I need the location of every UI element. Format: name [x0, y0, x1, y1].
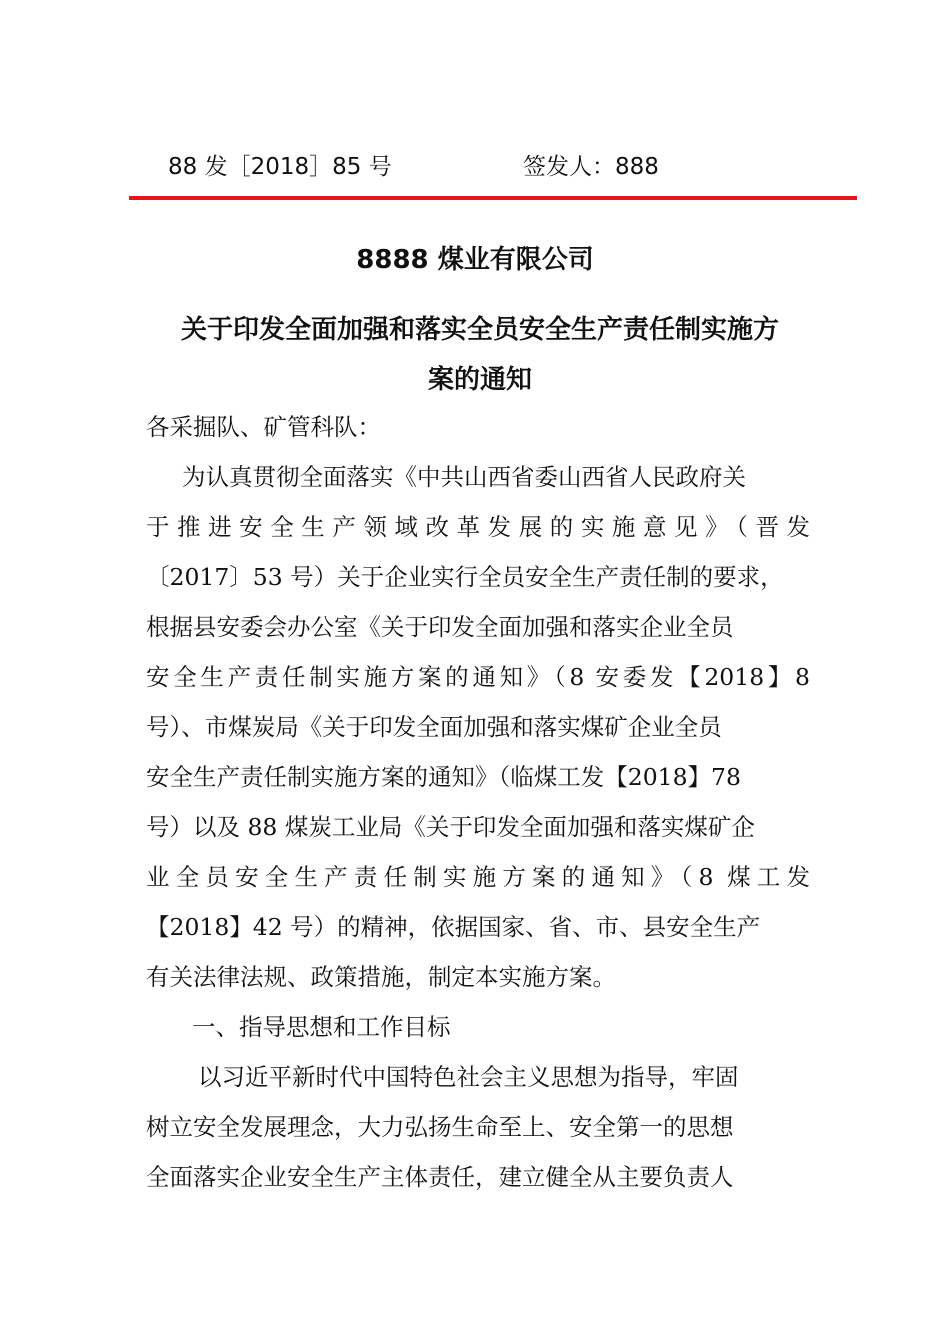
paragraph-line: 业全员安全生产责任制实施方案的通知》（8 煤工发 [146, 863, 810, 891]
paragraph-line: 号）、市煤炭局《关于印发全面加强和落实煤矿企业全员 [146, 713, 722, 741]
document-number: 88 发［2018］85 号 [168, 154, 392, 180]
paragraph-line: 以习近平新时代中国特色社会主义思想为指导，牢固 [198, 1063, 739, 1091]
paragraph-line: 根据县安委会办公室《关于印发全面加强和落实企业全员 [146, 613, 734, 641]
paragraph-line: 于推进安全生产领域改革发展的实施意见》（晋发 [146, 513, 810, 541]
paragraph-line: 【2018】42 号）的精神，依据国家、省、市、县安全生产 [146, 913, 761, 941]
paragraph-line: 安全生产责任制实施方案的通知》（8 安委发【2018】8 [146, 663, 810, 691]
recipients-line: 各采掘队、矿管科队： [146, 413, 381, 441]
document-header [168, 150, 688, 184]
paragraph-line: 为认真贯彻全面落实《中共山西省委山西省人民政府关 [182, 463, 746, 491]
company-name: 8888 煤业有限公司 [356, 245, 594, 275]
paragraph-line: 全面落实企业安全生产主体责任，建立健全从主要负责人 [146, 1163, 734, 1191]
paragraph-line: 树立安全发展理念，大力弘扬生命至上、安全第一的思想 [146, 1113, 734, 1141]
signer: 签发人：888 [523, 154, 659, 180]
paragraph-2 [146, 1052, 810, 1202]
paragraph-1 [146, 452, 810, 1002]
document-title [140, 305, 820, 405]
paragraph-line: 安全生产责任制实施方案的通知》（临煤工发【2018】78 [146, 763, 741, 791]
recipients [146, 402, 810, 452]
red-divider-rule [129, 196, 857, 200]
paragraph-line: 有关法律法规、政策措施，制定本实施方案。 [146, 963, 616, 991]
section-heading-line: 一、指导思想和工作目标 [192, 1013, 451, 1041]
section-1-heading [146, 1002, 810, 1052]
paragraph-line: 〔2017〕53 号）关于企业实行全员安全生产责任制的要求， [146, 563, 784, 591]
title-line-1: 关于印发全面加强和落实全员安全生产责任制实施方 [180, 315, 779, 345]
title-line-2: 案的通知 [427, 365, 532, 395]
paragraph-line: 号）以及 88 煤炭工业局《关于印发全面加强和落实煤矿企 [146, 813, 755, 841]
